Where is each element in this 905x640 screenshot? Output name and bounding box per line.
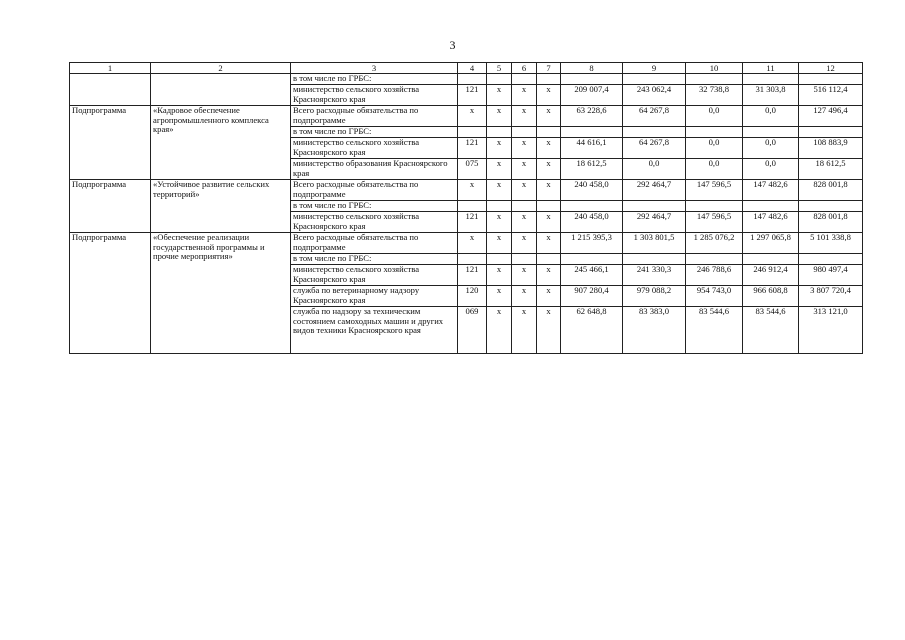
- amount-cell: 0,0: [686, 138, 743, 159]
- code-cell: х: [487, 180, 512, 201]
- code-cell: х: [512, 212, 537, 233]
- amount-cell: [743, 254, 799, 265]
- amount-cell: [623, 127, 686, 138]
- code-cell: х: [512, 265, 537, 286]
- code-cell: х: [537, 106, 561, 127]
- column-header: 11: [743, 63, 799, 74]
- code-cell: [537, 254, 561, 265]
- code-cell: х: [537, 265, 561, 286]
- obligation-name-cell: в том числе по ГРБС:: [291, 254, 458, 265]
- code-cell: х: [537, 180, 561, 201]
- table-row: [70, 180, 863, 201]
- grbs-code-cell: 121: [458, 212, 487, 233]
- grbs-code-cell: 120: [458, 286, 487, 307]
- grbs-code-cell: х: [458, 180, 487, 201]
- code-cell: [537, 127, 561, 138]
- column-header: 10: [686, 63, 743, 74]
- obligation-name-cell: служба по надзору за техническим состоянием самоходных машин и других видов техники Красноярского края: [291, 307, 458, 354]
- amount-cell: 292 464,7: [623, 212, 686, 233]
- obligation-name-cell: министерство образования Красноярского края: [291, 159, 458, 180]
- amount-cell: 1 303 801,5: [623, 233, 686, 254]
- amount-cell: [799, 74, 863, 85]
- grbs-code-cell: 121: [458, 138, 487, 159]
- code-cell: х: [487, 265, 512, 286]
- column-header: 9: [623, 63, 686, 74]
- amount-cell: 0,0: [743, 106, 799, 127]
- amount-cell: 147 482,6: [743, 212, 799, 233]
- table-row: [70, 106, 863, 127]
- obligation-name-cell: Всего расходные обязательства по подпрограмме: [291, 233, 458, 254]
- code-cell: х: [487, 212, 512, 233]
- amount-cell: 62 648,8: [561, 307, 623, 354]
- row-type-cell: [70, 74, 151, 106]
- column-header: 8: [561, 63, 623, 74]
- code-cell: х: [537, 307, 561, 354]
- amount-cell: 44 616,1: [561, 138, 623, 159]
- amount-cell: 127 496,4: [799, 106, 863, 127]
- amount-cell: 209 007,4: [561, 85, 623, 106]
- amount-cell: 147 482,6: [743, 180, 799, 201]
- amount-cell: [561, 74, 623, 85]
- amount-cell: [799, 201, 863, 212]
- obligation-name-cell: министерство сельского хозяйства Красноярского края: [291, 212, 458, 233]
- grbs-code-cell: [458, 201, 487, 212]
- code-cell: [512, 127, 537, 138]
- grbs-code-cell: х: [458, 233, 487, 254]
- code-cell: х: [487, 286, 512, 307]
- table-row: [70, 233, 863, 254]
- amount-cell: [623, 201, 686, 212]
- amount-cell: 245 466,1: [561, 265, 623, 286]
- code-cell: [512, 74, 537, 85]
- code-cell: х: [512, 106, 537, 127]
- code-cell: [537, 74, 561, 85]
- page-number: 3: [449, 38, 456, 52]
- code-cell: [512, 201, 537, 212]
- amount-cell: 32 738,8: [686, 85, 743, 106]
- amount-cell: 292 464,7: [623, 180, 686, 201]
- code-cell: х: [512, 180, 537, 201]
- amount-cell: 0,0: [743, 159, 799, 180]
- code-cell: [512, 254, 537, 265]
- amount-cell: [686, 127, 743, 138]
- amount-cell: 31 303,8: [743, 85, 799, 106]
- grbs-code-cell: [458, 254, 487, 265]
- amount-cell: 83 544,6: [743, 307, 799, 354]
- budget-table: [69, 62, 863, 354]
- amount-cell: 18 612,5: [561, 159, 623, 180]
- obligation-name-cell: в том числе по ГРБС:: [291, 127, 458, 138]
- code-cell: х: [487, 106, 512, 127]
- obligation-name-cell: в том числе по ГРБС:: [291, 74, 458, 85]
- column-number-row: [70, 63, 863, 74]
- code-cell: [537, 201, 561, 212]
- grbs-code-cell: 121: [458, 265, 487, 286]
- amount-cell: 64 267,8: [623, 138, 686, 159]
- code-cell: х: [537, 212, 561, 233]
- amount-cell: [561, 254, 623, 265]
- program-name-cell: [151, 74, 291, 106]
- amount-cell: 18 612,5: [799, 159, 863, 180]
- code-cell: х: [512, 159, 537, 180]
- amount-cell: 980 497,4: [799, 265, 863, 286]
- amount-cell: 147 596,5: [686, 212, 743, 233]
- code-cell: х: [487, 159, 512, 180]
- amount-cell: 83 383,0: [623, 307, 686, 354]
- amount-cell: [561, 127, 623, 138]
- column-header: 1: [70, 63, 151, 74]
- amount-cell: 0,0: [686, 106, 743, 127]
- amount-cell: 240 458,0: [561, 212, 623, 233]
- grbs-code-cell: х: [458, 106, 487, 127]
- amount-cell: [799, 254, 863, 265]
- column-header: 7: [537, 63, 561, 74]
- code-cell: х: [512, 138, 537, 159]
- obligation-name-cell: министерство сельского хозяйства Красноярского края: [291, 138, 458, 159]
- code-cell: х: [537, 138, 561, 159]
- grbs-code-cell: 069: [458, 307, 487, 354]
- code-cell: х: [512, 85, 537, 106]
- amount-cell: 0,0: [743, 138, 799, 159]
- row-type-cell: Подпрограмма: [70, 106, 151, 180]
- obligation-name-cell: в том числе по ГРБС:: [291, 201, 458, 212]
- row-type-cell: Подпрограмма: [70, 180, 151, 233]
- amount-cell: 83 544,6: [686, 307, 743, 354]
- amount-cell: [743, 74, 799, 85]
- amount-cell: 63 228,6: [561, 106, 623, 127]
- amount-cell: [743, 201, 799, 212]
- code-cell: х: [512, 233, 537, 254]
- amount-cell: 241 330,3: [623, 265, 686, 286]
- amount-cell: 3 807 720,4: [799, 286, 863, 307]
- amount-cell: [686, 74, 743, 85]
- amount-cell: 64 267,8: [623, 106, 686, 127]
- amount-cell: 313 121,0: [799, 307, 863, 354]
- amount-cell: 516 112,4: [799, 85, 863, 106]
- code-cell: х: [487, 138, 512, 159]
- column-header: 3: [291, 63, 458, 74]
- code-cell: х: [487, 85, 512, 106]
- code-cell: [487, 127, 512, 138]
- column-header: 4: [458, 63, 487, 74]
- column-header: 5: [487, 63, 512, 74]
- code-cell: х: [512, 307, 537, 354]
- amount-cell: 243 062,4: [623, 85, 686, 106]
- obligation-name-cell: Всего расходные обязательства по подпрограмме: [291, 106, 458, 127]
- code-cell: х: [487, 233, 512, 254]
- amount-cell: [561, 201, 623, 212]
- column-header: 2: [151, 63, 291, 74]
- amount-cell: [686, 201, 743, 212]
- amount-cell: 828 001,8: [799, 180, 863, 201]
- amount-cell: [623, 254, 686, 265]
- amount-cell: 1 215 395,3: [561, 233, 623, 254]
- code-cell: [487, 254, 512, 265]
- program-name-cell: «Кадровое обеспечение агропромышленного комплекса края»: [151, 106, 291, 180]
- amount-cell: [799, 127, 863, 138]
- obligation-name-cell: министерство сельского хозяйства Красноярского края: [291, 265, 458, 286]
- amount-cell: 966 608,8: [743, 286, 799, 307]
- program-name-cell: «Обеспечение реализации государственной программы и прочие мероприятия»: [151, 233, 291, 354]
- program-name-cell: «Устойчивое развитие сельских территорий»: [151, 180, 291, 233]
- column-header: 12: [799, 63, 863, 74]
- grbs-code-cell: 121: [458, 85, 487, 106]
- code-cell: х: [487, 307, 512, 354]
- amount-cell: 1 297 065,8: [743, 233, 799, 254]
- amount-cell: 954 743,0: [686, 286, 743, 307]
- grbs-code-cell: [458, 127, 487, 138]
- amount-cell: 0,0: [686, 159, 743, 180]
- code-cell: х: [537, 159, 561, 180]
- code-cell: х: [537, 85, 561, 106]
- amount-cell: 147 596,5: [686, 180, 743, 201]
- column-header: 6: [512, 63, 537, 74]
- amount-cell: 246 912,4: [743, 265, 799, 286]
- code-cell: х: [512, 286, 537, 307]
- amount-cell: 979 088,2: [623, 286, 686, 307]
- amount-cell: 828 001,8: [799, 212, 863, 233]
- obligation-name-cell: Всего расходные обязательства по подпрограмме: [291, 180, 458, 201]
- amount-cell: [743, 127, 799, 138]
- grbs-code-cell: [458, 74, 487, 85]
- code-cell: х: [537, 286, 561, 307]
- amount-cell: [686, 254, 743, 265]
- code-cell: [487, 201, 512, 212]
- amount-cell: 0,0: [623, 159, 686, 180]
- amount-cell: 1 285 076,2: [686, 233, 743, 254]
- amount-cell: 246 788,6: [686, 265, 743, 286]
- grbs-code-cell: 075: [458, 159, 487, 180]
- amount-cell: 240 458,0: [561, 180, 623, 201]
- amount-cell: 5 101 338,8: [799, 233, 863, 254]
- amount-cell: 907 280,4: [561, 286, 623, 307]
- amount-cell: 108 883,9: [799, 138, 863, 159]
- obligation-name-cell: министерство сельского хозяйства Красноярского края: [291, 85, 458, 106]
- table-row: [70, 74, 863, 85]
- code-cell: х: [537, 233, 561, 254]
- code-cell: [487, 74, 512, 85]
- row-type-cell: Подпрограмма: [70, 233, 151, 354]
- amount-cell: [623, 74, 686, 85]
- obligation-name-cell: служба по ветеринарному надзору Красноярского края: [291, 286, 458, 307]
